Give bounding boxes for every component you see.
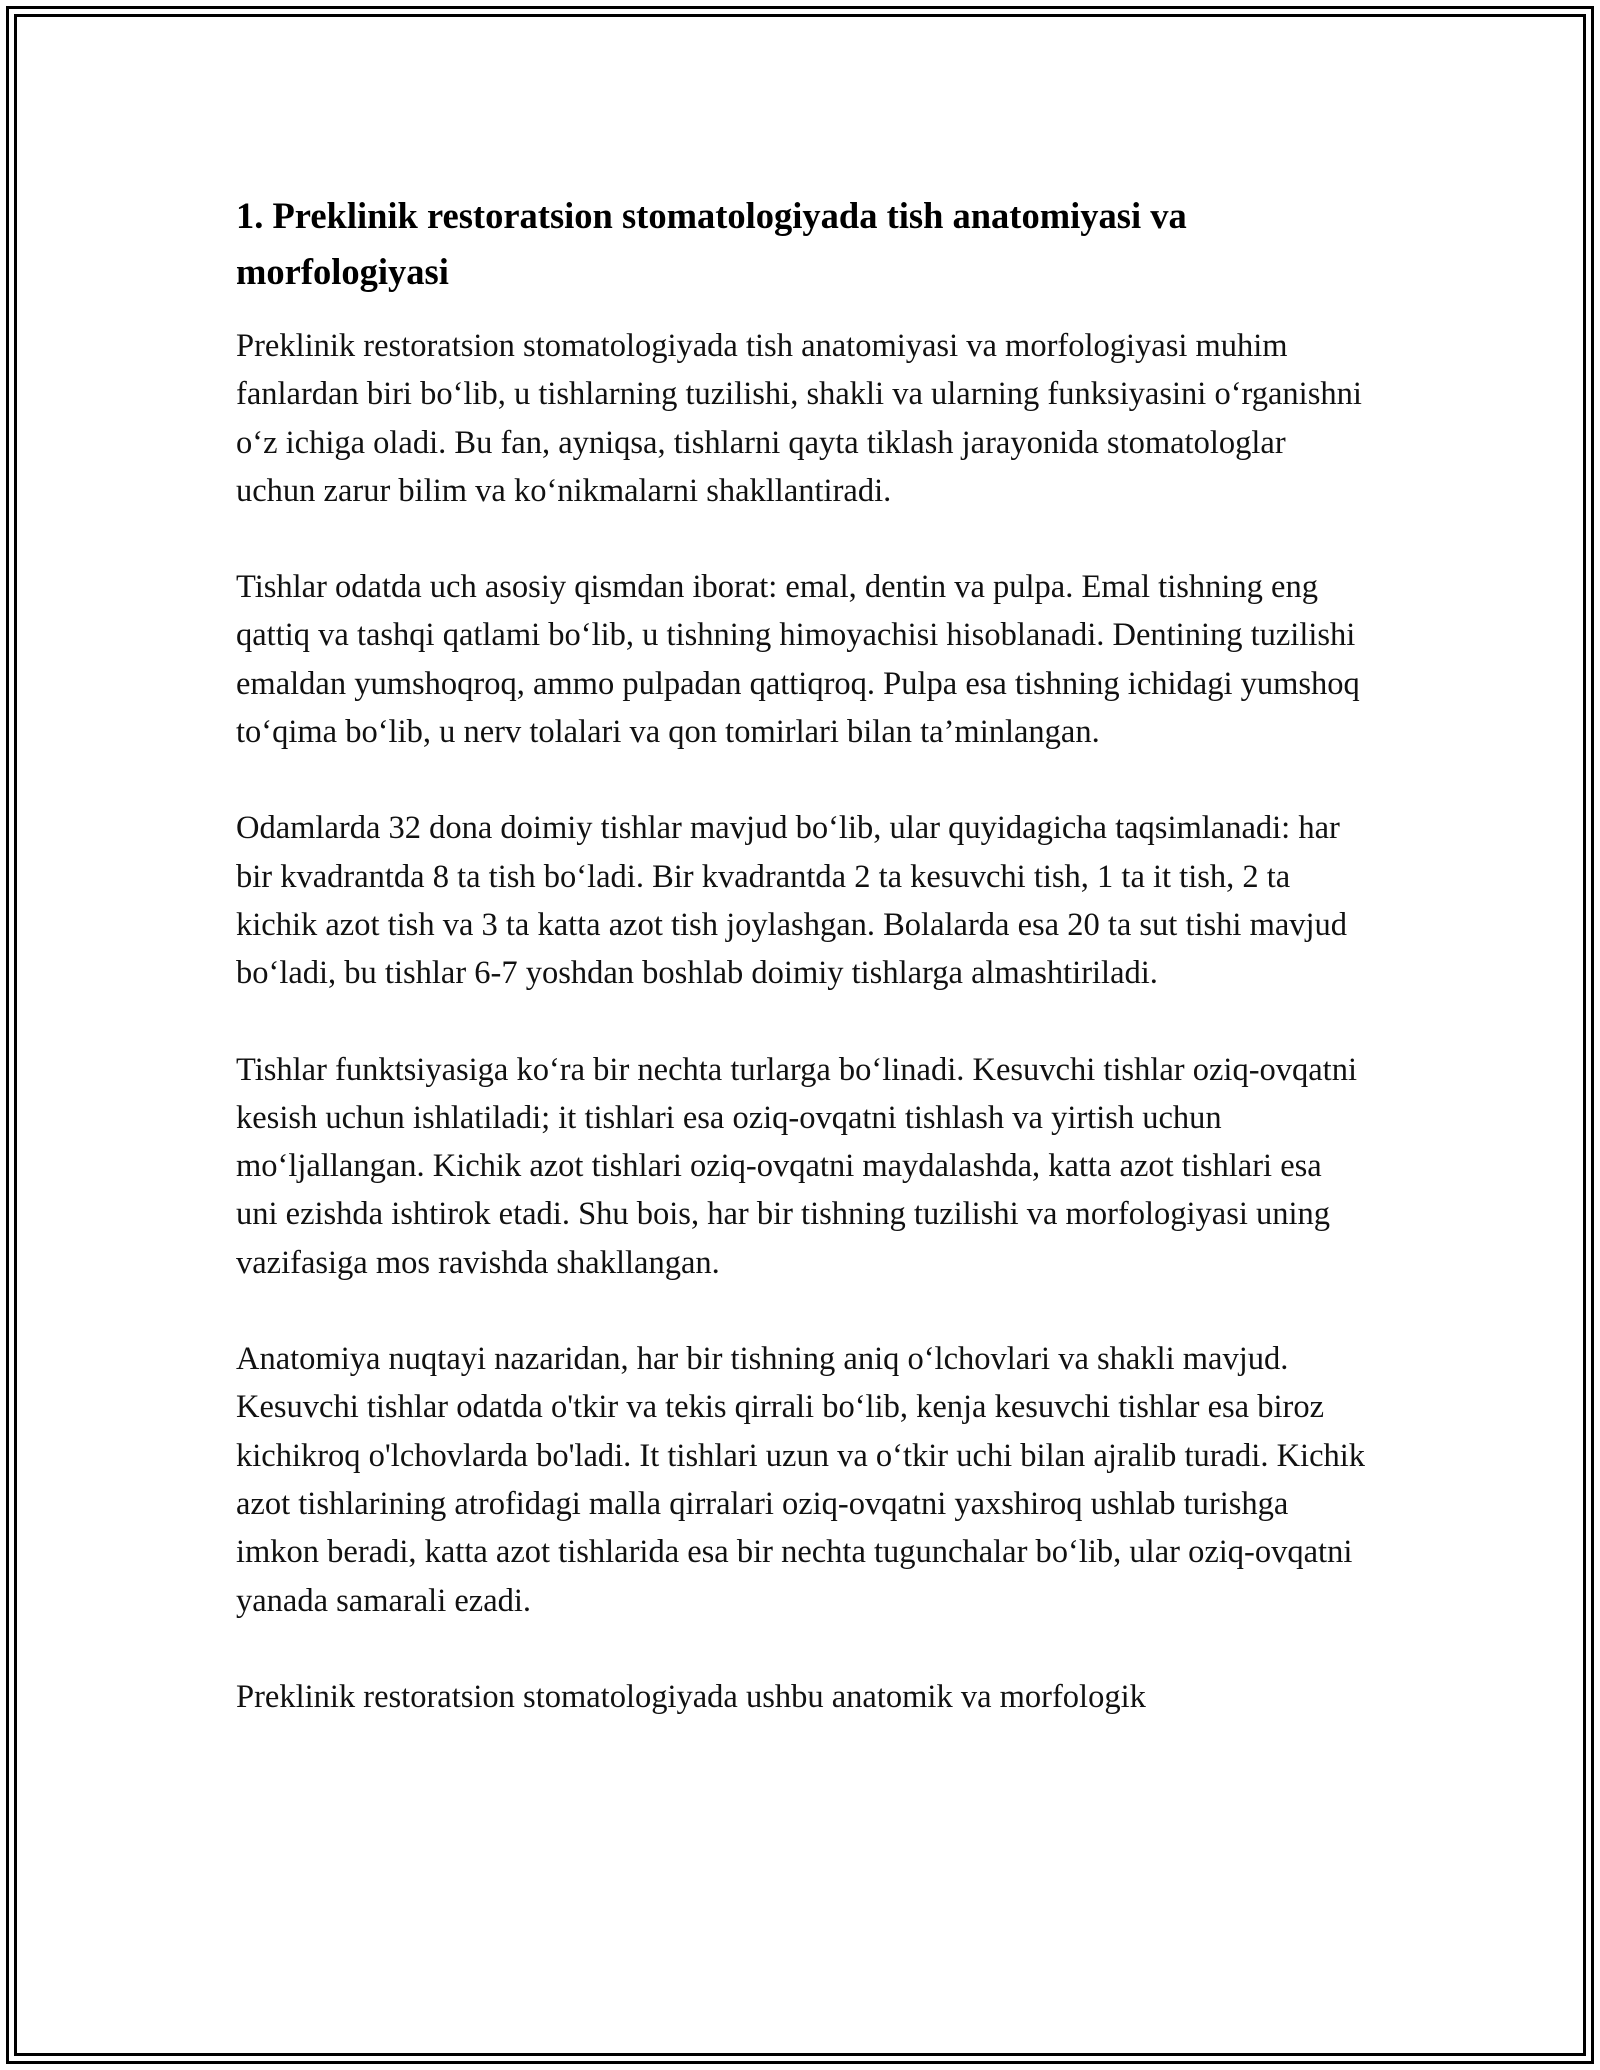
paragraph-tooth-functions: Tishlar funktsiyasiga ko‘ra bir nechta turlarga bo‘linadi. Kesuvchi tishlar oziq-ovqatni kesish uchun ishlatiladi; it tishlari esa oziq-ovqatni tishlash va yirtish uchun mo‘ljallangan. Kichik azot tishlari oziq-ovqatni maydalashda, katta azot tishlari esa uni ezishda ishtirok etadi. Shu bois, har bir tishning tuzilishi va morfologiyasi uning vazifasiga mos ravishda shakllangan. xyxy=(236,1051,1357,1281)
paragraph-intro: Preklinik restoratsion stomatologiyada tish anatomiyasi va morfologiyasi muhim fanlardan biri bo‘lib, u tishlarning tuzilishi, shakli va ularning funksiyasini o‘rganishni o‘z ichiga oladi. Bu fan, ayniqsa, tishlarni qayta tiklash jarayonida stomatologlar uchun zarur bilim va ko‘nikmalarni shakllantiradi. xyxy=(236,328,1362,509)
paragraph-conclusion-start: Preklinik restoratsion stomatologiyada ushbu anatomik va morfologik xyxy=(236,1678,1146,1715)
document-body xyxy=(236,188,1366,1769)
paragraph-tooth-structure: Tishlar odatda uch asosiy qismdan iborat: emal, dentin va pulpa. Emal tishning eng qattiq va tashqi qatlami bo‘lib, u tishning himoyachisi hisoblanadi. Dentining tuzilishi emaldan yumshoqroq, ammo pulpadan qattiqroq. Pulpa esa tishning ichidagi yumshoq to‘qima bo‘lib, u nerv tolalari va qon tomirlari bilan ta’minlangan. xyxy=(236,569,1360,751)
paragraph-anatomy-details: Anatomiya nuqtayi nazaridan, har bir tishning aniq o‘lchovlari va shakli mavjud. Kesuvchi tishlar odatda o'tkir va tekis qirrali bo‘lib, kenja kesuvchi tishlar esa biroz kichikroq o'lchovlarda bo'ladi. It tishlari uzun va o‘tkir uchi bilan ajralib turadi. Kichik azot tishlarining atrofidagi malla qirralari oziq-ovqatni yaxshiroq ushlab turishga imkon beradi, katta azot tishlarida esa bir nechta tugunchalar bo‘lib, ular oziq-ovqatni yanada samarali ezadi. xyxy=(236,1341,1366,1619)
paragraph-tooth-count: Odamlarda 32 dona doimiy tishlar mavjud bo‘lib, ular quyidagicha taqsimlanadi: har bir kvadrantda 8 ta tish bo‘ladi. Bir kvadrantda 2 ta kesuvchi tish, 1 ta it tish, 2 ta kichik azot tish va 3 ta katta azot tish joylashgan. Bolalarda esa 20 ta sut tishi mavjud bo‘ladi, bu tishlar 6-7 yoshdan boshlab doimiy tishlarga almashtiriladi. xyxy=(236,810,1348,992)
section-heading: 1. Preklinik restoratsion stomatologiyada tish anatomiyasi va morfologiyasi xyxy=(236,195,1187,292)
